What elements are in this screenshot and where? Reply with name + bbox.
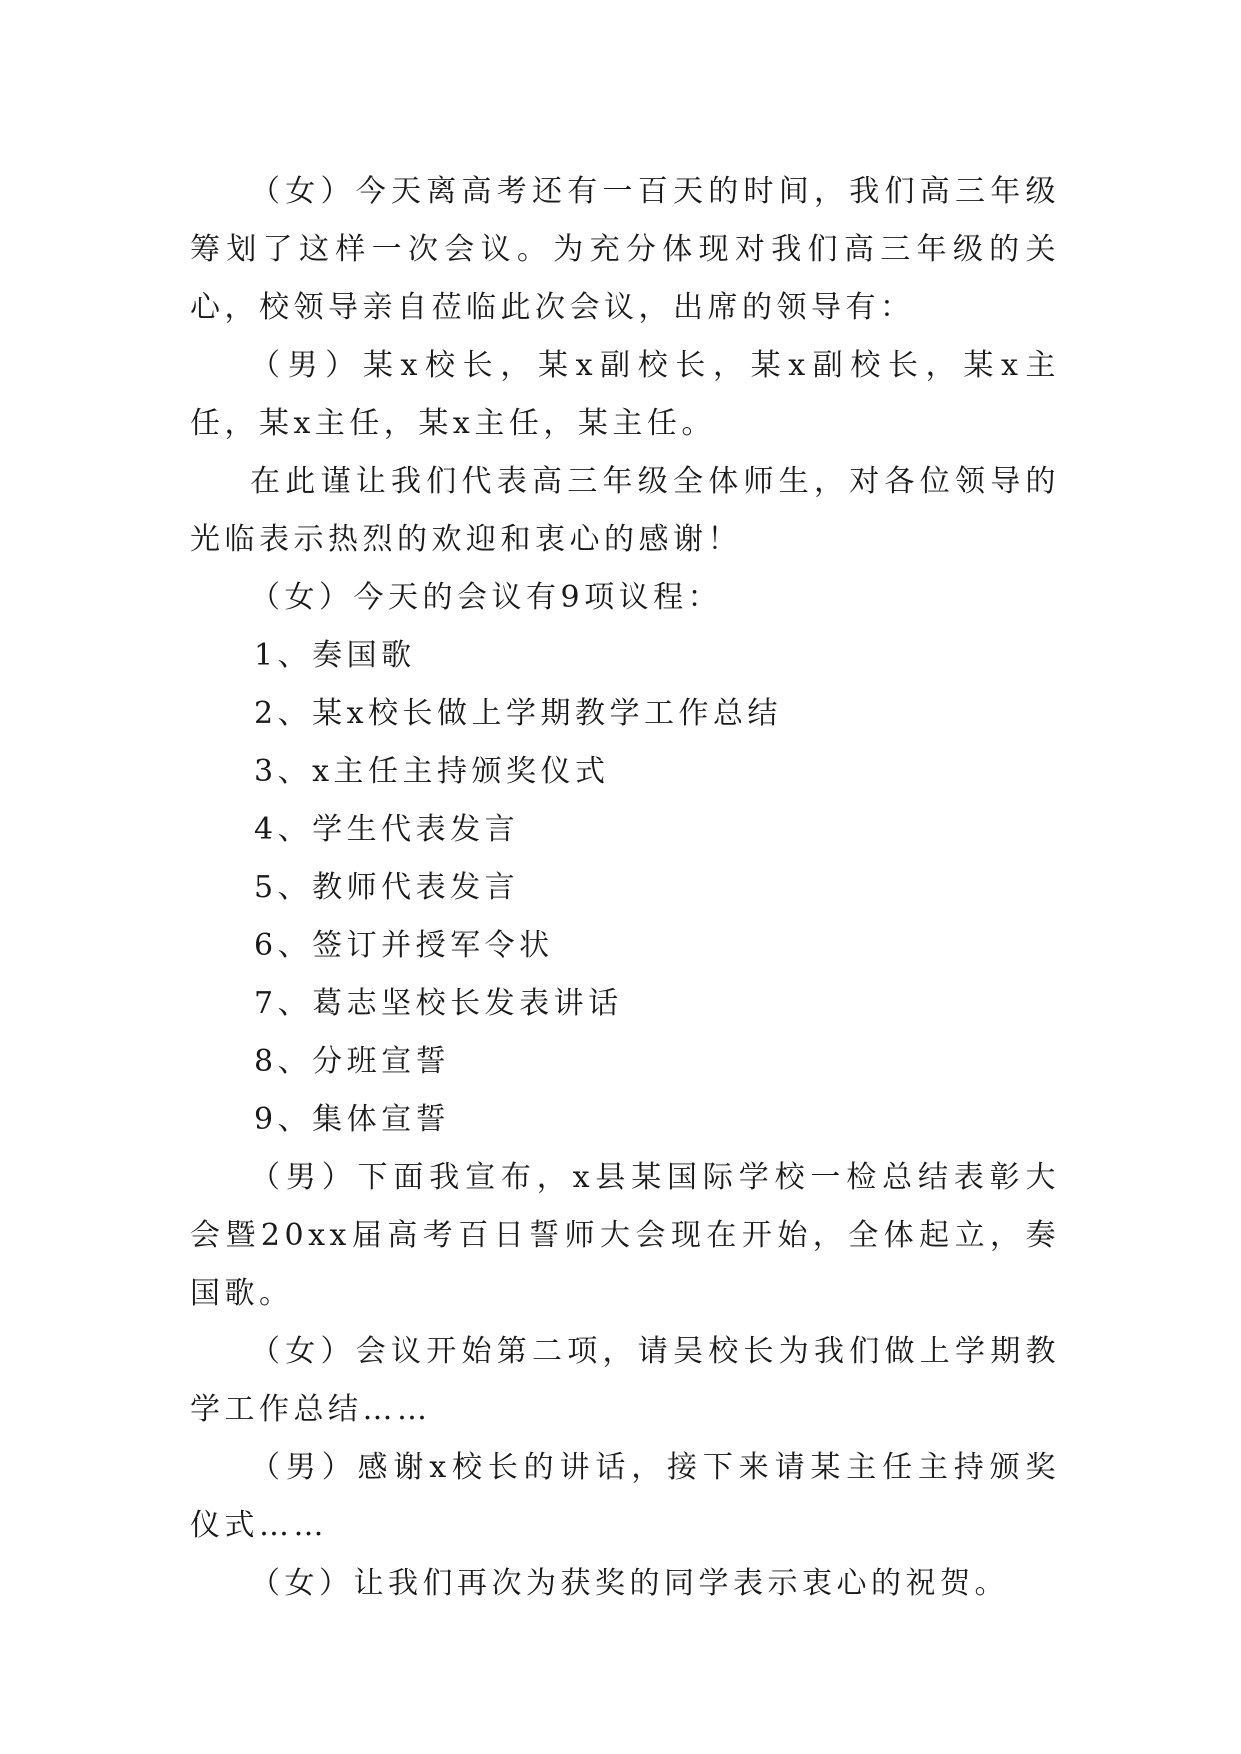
- paragraph-opening: （男）下面我宣布，x县某国际学校一检总结表彰大会暨20xx届高考百日誓师大会现在开始，全体起立，奏国歌。: [190, 1160, 1060, 1311]
- paragraph-second-item: （女）会议开始第二项，请吴校长为我们做上学期教学工作总结……: [190, 1334, 1060, 1427]
- paragraph-welcome: 在此谨让我们代表高三年级全体师生，对各位领导的光临表示热烈的欢迎和衷心的感谢！: [190, 464, 1060, 557]
- agenda-item: 8、分班宣誓: [254, 1044, 451, 1079]
- agenda-item: 4、学生代表发言: [254, 812, 520, 847]
- document-body: [190, 163, 1060, 1613]
- agenda-item: 5、教师代表发言: [254, 870, 520, 905]
- agenda-list: [190, 627, 1060, 1149]
- paragraph-leaders: （男）某x校长，某x副校长，某x副校长，某x主任，某x主任，某x主任，某主任。: [190, 348, 1060, 441]
- paragraph-thanks: （男）感谢x校长的讲话，接下来请某主任主持颁奖仪式……: [190, 1450, 1060, 1543]
- agenda-item: 9、集体宣誓: [254, 1102, 451, 1137]
- agenda-item: 7、葛志坚校长发表讲话: [254, 986, 623, 1021]
- agenda-item: 6、签订并授军令状: [254, 928, 554, 963]
- agenda-item: 1、奏国歌: [254, 638, 416, 673]
- agenda-item: 3、x主任主持颁奖仪式: [254, 754, 610, 789]
- paragraph-intro: （女）今天离高考还有一百天的时间，我们高三年级筹划了这样一次会议。为充分体现对我们高三年级的关心，校领导亲自莅临此次会议，出席的领导有：: [190, 174, 1060, 325]
- paragraph-agenda-intro: （女）今天的会议有9项议程：: [250, 580, 723, 615]
- paragraph-congratulations: （女）让我们再次为获奖的同学表示衷心的祝贺。: [250, 1566, 1009, 1601]
- agenda-item: 2、某x校长做上学期教学工作总结: [254, 696, 783, 731]
